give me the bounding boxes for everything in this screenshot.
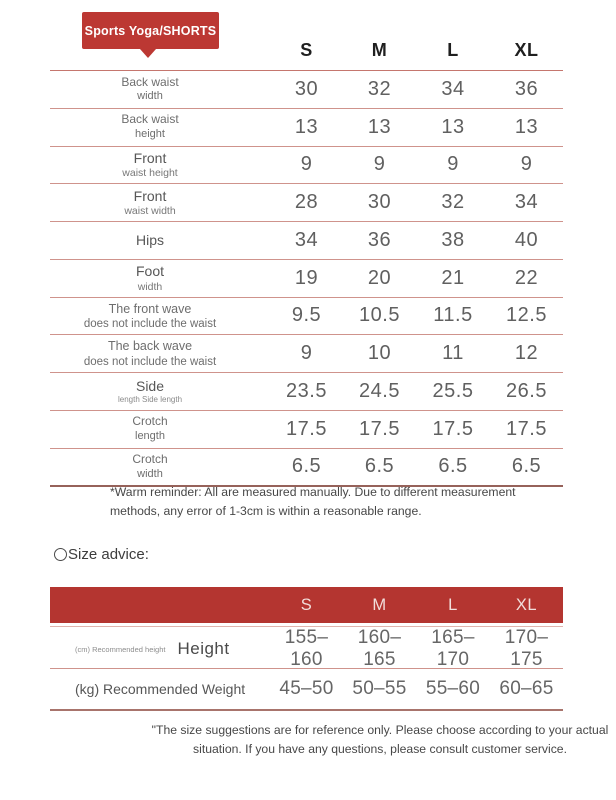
value-cell: 6.5: [438, 455, 468, 478]
row-label: Crotch length: [132, 414, 168, 443]
value-cell: 22: [514, 266, 539, 289]
value-cell: 34: [441, 77, 465, 100]
table-row-back-waist-width: [50, 71, 563, 108]
table-row-hips: [50, 221, 563, 259]
value-cell: 13: [441, 115, 465, 138]
value-cell: 60–65: [499, 678, 554, 699]
table-row-back-wave: [50, 334, 563, 372]
value-cell: 12: [514, 342, 539, 365]
value-cell: 17.5: [432, 417, 474, 440]
value-cell: 11: [442, 342, 464, 365]
value-cell: 24.5: [359, 379, 400, 402]
table-row-front-waist-width: [50, 183, 563, 221]
row-label: Side length Side length: [117, 378, 183, 405]
value-cell: 30: [294, 77, 319, 100]
measurement-table: [50, 30, 563, 487]
product-category-label: Sports Yoga/SHORTS: [84, 23, 217, 38]
table-row-foot-width: [50, 259, 563, 297]
size-suggestion-note: "The size suggestions are for reference only. Please choose according to your actual situation. If you have any questions, please consult customer service.: [151, 723, 609, 756]
value-cell: 45–50: [279, 678, 334, 699]
row-label: Front waist height: [122, 150, 178, 180]
value-cell: 36: [367, 228, 392, 251]
table-row-side-length: [50, 372, 563, 410]
value-cell: 9: [520, 153, 533, 176]
value-cell: 38: [441, 228, 465, 251]
size-advice-table: [50, 587, 563, 711]
value-cell: 9: [300, 342, 313, 365]
column-header-l: L: [447, 40, 459, 60]
value-cell: 10.5: [359, 304, 400, 327]
value-cell: 6.5: [291, 455, 322, 478]
value-cell: 19: [294, 266, 319, 289]
value-cell: 13: [514, 115, 539, 138]
value-cell: 25.5: [432, 379, 474, 402]
value-cell: 40: [514, 228, 539, 251]
value-cell: 32: [367, 77, 392, 100]
value-cell: 155–160: [284, 627, 329, 670]
table-row-front-waist-height: [50, 146, 563, 184]
value-cell: 30: [367, 191, 392, 214]
row-label: Back waist height: [121, 112, 179, 141]
value-cell: 50–55: [352, 678, 407, 699]
value-cell: 13: [367, 115, 392, 138]
value-cell: 21: [441, 266, 465, 289]
value-cell: 17.5: [286, 417, 327, 440]
value-cell: 34: [294, 228, 319, 251]
circle-icon: [54, 548, 67, 561]
value-cell: 160–165: [357, 627, 402, 670]
value-cell: 9: [300, 153, 313, 176]
value-cell: 12.5: [506, 304, 547, 327]
value-cell: 17.5: [359, 417, 400, 440]
value-cell: 26.5: [506, 379, 547, 402]
size-advice-header-bar: [50, 587, 563, 623]
value-cell: 9: [447, 153, 459, 176]
row-label: Foot width: [135, 263, 164, 293]
value-cell: 20: [367, 266, 392, 289]
value-cell: 55–60: [425, 678, 481, 699]
value-cell: 165–170: [431, 627, 475, 670]
value-cell: 13: [294, 115, 319, 138]
advice-column-m: M: [372, 595, 387, 614]
size-advice-heading-label: Size advice:: [68, 546, 149, 563]
value-cell: 9.5: [291, 304, 322, 327]
table-row-back-waist-height: [50, 108, 563, 146]
row-label: The back wave does not include the waist: [83, 339, 217, 368]
value-cell: 10: [367, 342, 392, 365]
row-label: Front waist width: [124, 187, 176, 218]
value-cell: 17.5: [506, 417, 547, 440]
value-cell: 170–175: [504, 627, 549, 670]
column-header-xl: XL: [514, 40, 539, 60]
value-cell: 32: [441, 191, 465, 214]
column-header-s: S: [300, 40, 313, 60]
value-cell: 11.5: [433, 304, 473, 327]
advice-row-weight: [50, 669, 563, 711]
row-label: The front wave does not include the waist: [83, 301, 217, 330]
row-label: Hips: [135, 232, 164, 249]
table-row-crotch-width: [50, 448, 563, 486]
value-cell: 34: [514, 191, 539, 214]
value-cell: 6.5: [364, 455, 395, 478]
advice-column-l: L: [448, 595, 458, 614]
advice-row-height: [50, 626, 563, 669]
value-cell: 9: [373, 153, 386, 176]
warm-reminder-note: *Warm reminder: All are measured manually. Due to different measurement methods, any error of 1-3cm is within a reasonable range.: [110, 485, 516, 518]
value-cell: 23.5: [286, 379, 327, 402]
row-label: (cm) Recommended height Height: [75, 639, 230, 658]
value-cell: 6.5: [511, 455, 542, 478]
value-cell: 36: [514, 77, 539, 100]
row-label: (kg) Recommended Weight: [75, 681, 246, 697]
product-category-tab: [82, 12, 219, 49]
column-header-m: M: [371, 40, 388, 60]
table-row-crotch-length: [50, 410, 563, 448]
advice-column-s: S: [300, 595, 313, 614]
advice-column-xl: XL: [515, 595, 538, 614]
table-row-front-wave: [50, 297, 563, 335]
size-advice-heading: [54, 546, 149, 563]
value-cell: 28: [294, 191, 319, 214]
row-label: Crotch width: [132, 452, 168, 480]
row-label: Back waist width: [121, 74, 179, 103]
